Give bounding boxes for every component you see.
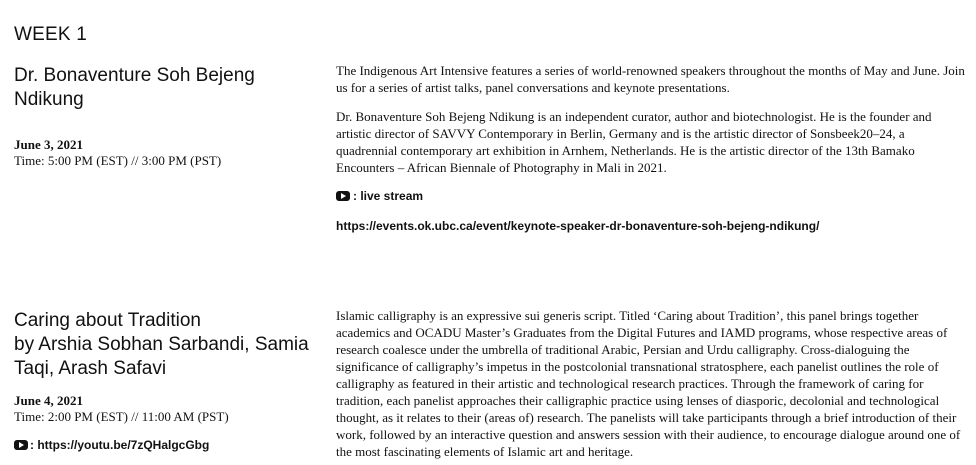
- event1-event-link[interactable]: https://events.ok.ubc.ca/event/keynote-speaker-dr-bonaventure-soh-bejeng-ndikung/: [336, 219, 820, 233]
- event1-title-line1: Dr. Bonaventure Soh Bejeng: [14, 65, 255, 86]
- event2-datetime: [14, 393, 229, 425]
- event1-intro-paragraph: The Indigenous Art Intensive features a series of world-renowned speakers throughout the months of May and June. Join us for a series of artist talks, panel conversations and keynote presentations.: [336, 63, 965, 95]
- youtube-icon: [14, 440, 28, 450]
- event1-title: [14, 64, 314, 112]
- event1-datetime: [14, 137, 221, 169]
- event1-live-stream: [336, 189, 423, 203]
- event1-title-line2: Ndikung: [14, 89, 84, 110]
- event2-title-line1: Caring about Tradition: [14, 310, 201, 331]
- week-heading: WEEK 1: [14, 24, 87, 45]
- event2-title: [14, 309, 314, 381]
- event2-youtube-link[interactable]: : https://youtu.be/7zQHalgcGbg: [30, 438, 210, 452]
- youtube-icon: [336, 191, 350, 201]
- event1-bio-paragraph: Dr. Bonaventure Soh Bejeng Ndikung is an independent curator, author and biotechnologist. He is the founder and artistic director of SAVVY Contemporary in Berlin, Germany and is the artistic director of Sonsbeek20–24, a quadrennial contemporary art exhibition in Arnhem, Netherlands. He is the artistic director of the 13th Bamako Encounters – African Biennale of Photography in Mali in 2021.: [336, 109, 932, 175]
- event2-time: Time: 2:00 PM (EST) // 11:00 AM (PST): [14, 409, 229, 424]
- event2-date: June 4, 2021: [14, 393, 83, 408]
- event1-time: Time: 5:00 PM (EST) // 3:00 PM (PST): [14, 153, 222, 168]
- event1-date: June 3, 2021: [14, 137, 83, 152]
- event2-title-line2: by Arshia Sobhan Sarbandi, Samia: [14, 334, 309, 355]
- event2-youtube: [14, 438, 209, 452]
- live-stream-label: : live stream: [353, 189, 424, 203]
- event2-description: Islamic calligraphy is an expressive sui generis script. Titled ‘Caring about Tradition’, this panel brings together academics and OCADU Master’s Graduates from the Digital Futures and IAMD programs, whose respective areas of research coalesce under the umbrella of traditional Arabic, Persian and Urdu calligraphy. Cross-dialoguing the significance of calligraphy’s impetus in the postcolonial transnational stratosphere, each panelist outlines the role of calligraphy as featured in their artistic and technological research practices. Through the framework of caring for tradition, each panelist approaches their calligraphic practice using lenses of diasporic, decolonial and technological thought, as it relates to their (areas of) research. The panelists will take participants through a brief introduction of their work, followed by an interactive question and answers session with their audience, to encourage dialogue around one of the most fascinating elements of Islamic art and heritage.: [336, 308, 961, 459]
- event2-title-line3: Taqi, Arash Safavi: [14, 358, 167, 379]
